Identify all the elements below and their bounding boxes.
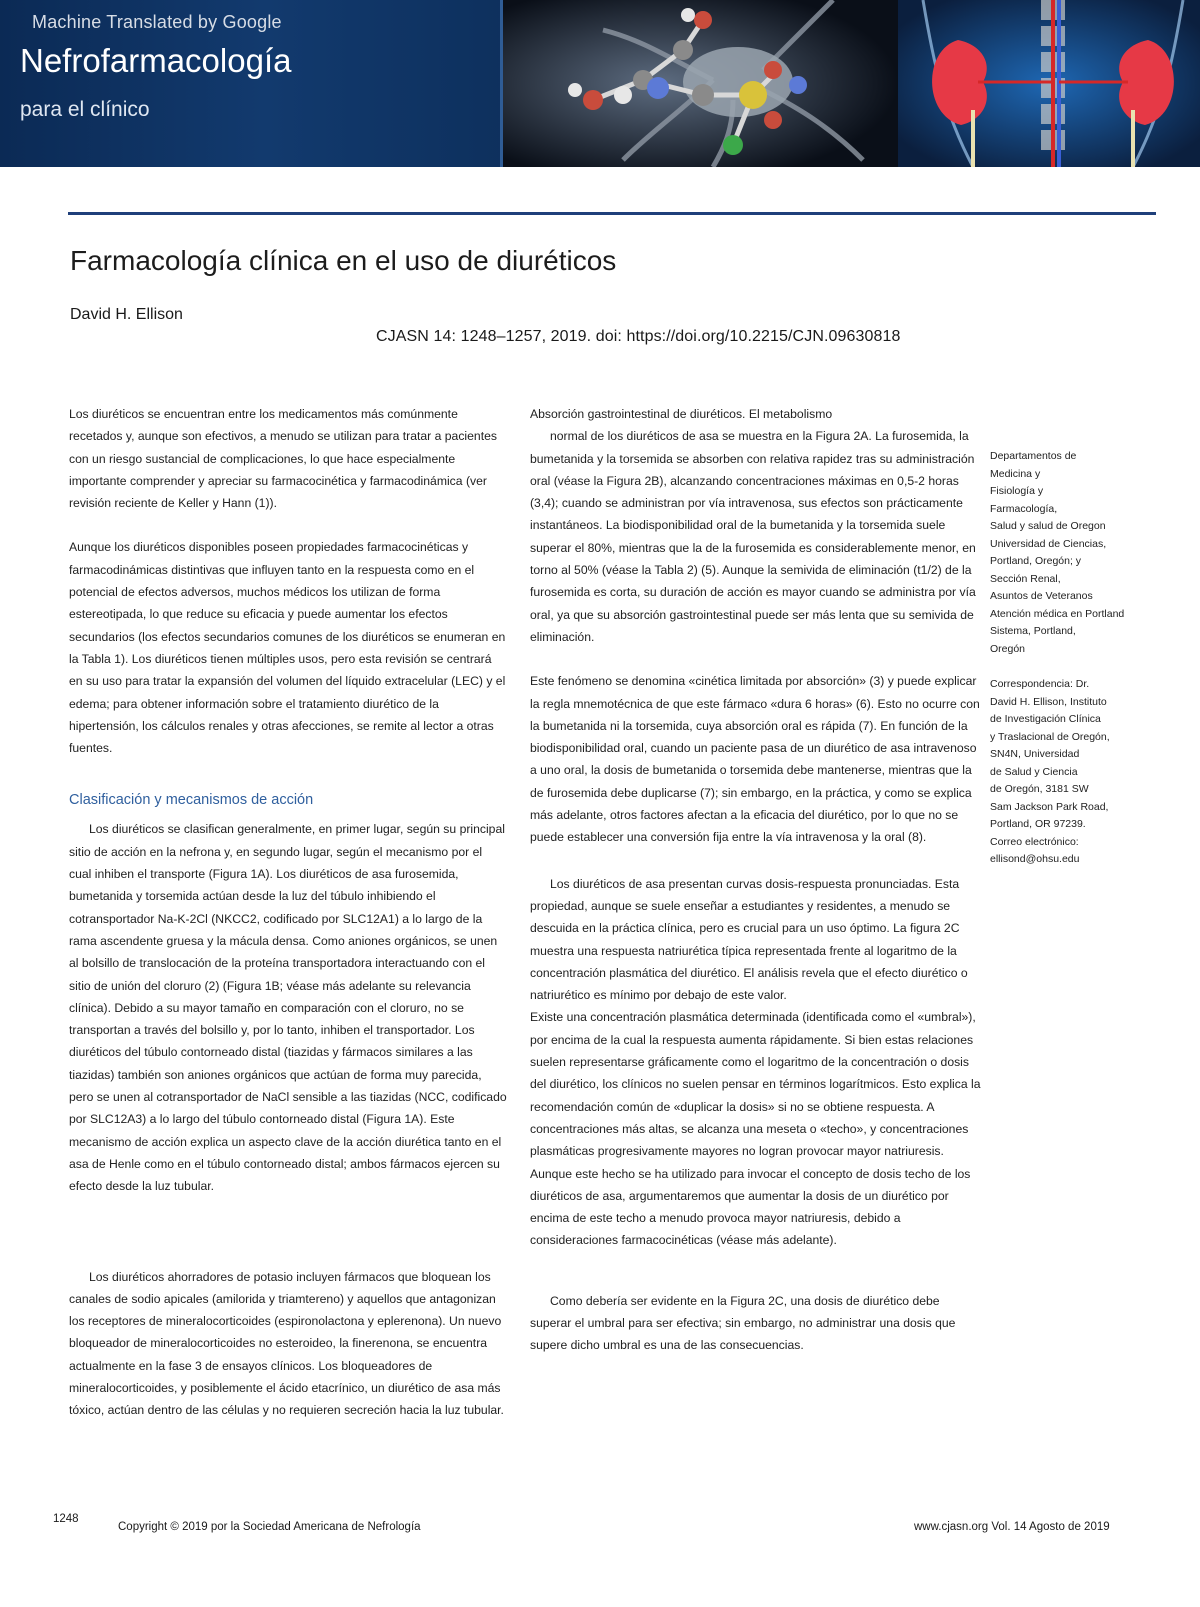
affiliation-line: Sección Renal, [990, 572, 1061, 585]
correspondence-line: de Salud y Ciencia [990, 765, 1078, 778]
affiliation-line: Portland, Oregón; y [990, 555, 1082, 567]
correspondence-line: SN4N, Universidad [990, 748, 1080, 760]
journal-banner [0, 0, 1200, 167]
journal-title: Nefrofarmacología [20, 42, 292, 79]
affiliation-line: Departamentos de [990, 450, 1077, 462]
machine-translation-label: Machine Translated by Google [32, 12, 282, 32]
affiliation-line: Farmacología, [990, 502, 1058, 515]
article-author: David H. Ellison [70, 306, 183, 323]
correspondence-line: David H. Ellison, Instituto [990, 695, 1107, 708]
affiliation-line: Asuntos de Veteranos [990, 590, 1093, 602]
classification-paragraph: Los diuréticos se clasifican generalmente, en primer lugar, según su principal sitio de acción en la nefrona y, en segundo lugar, según el mecanismo por el cual inhiben el transporte (Figura 1A). Los diuréticos de asa furosemida, bumetanida y torsemida actúan desde la luz del túbulo inhibiendo el cotransportador Na-K-2Cl (NKCC2, codificado por SLC12A1) a lo largo de la rama ascendente gruesa y la mácula densa. Como aniones orgánicos, se unen al bolsillo de translocación de la proteína transportadora interactuando con el sitio de unión del cloruro (2) (Figura 1B; véase más adelante su relevancia clínica). Debido a su mayor tamaño en comparación con el cloruro, no se transportan a través del bolsillo y, por lo tanto, inhiben el transportador. Los diuréticos del túbulo contorneado distal (tiazidas y fármacos similares a las tiazidas) también son aniones orgánicos que actúan de forma muy parecida, pero se unen al cotransportador de NaCl sensible a las tiazidas (NCC, codificado por SLC12A3) a lo largo del túbulo contorneado distal (Figura 1A). Este mecanismo de acción explica un aspecto clave de la acción diurética tanto en el asa de Henle como en el túbulo contorneado distal; ambos fármacos ejercen su efecto desde la luz tubular. [69, 822, 507, 1194]
copyright-notice: Copyright © 2019 por la Sociedad Americana de Nefrología [118, 1521, 421, 1533]
journal-subtitle: para el clínico [20, 98, 150, 121]
absorption-kinetics-paragraph: Este fenómeno se denomina «cinética limitada por absorción» (3) y puede explicar la regla mnemotécnica de que este fármaco «dura 6 horas» (6). Esto no ocurre con la bumetanida ni la torsemida, cuya absorción oral es rápida (7). En función de la biodisponibilidad oral, cuando un paciente pasa de un diurético de asa intravenoso a uno oral, la dosis de bumetanida o torsemida debe mantenerse, mientras que la de furosemida debe duplicarse (7); sin embargo, en la práctica, y como se explica más adelante, otros factores afectan a la eficacia del diurético, por lo que no se puede establecer una conversión fija entre la vía intravenosa y la oral (8). [530, 674, 980, 845]
issue-info: www.cjasn.org Vol. 14 Agosto de 2019 [914, 1521, 1110, 1533]
correspondence-email[interactable]: ellisond@ohsu.edu [990, 853, 1080, 865]
correspondence-line: Sam Jackson Park Road, [990, 800, 1109, 813]
page-number: 1248 [53, 1513, 79, 1525]
dose-response-paragraph: Los diuréticos de asa presentan curvas dosis-respuesta pronunciadas. Esta propiedad, aunque se suele enseñar a estudiantes y residentes, a menudo se descuida en la práctica clínica, pero es crucial para un uso óptimo. La figura 2C muestra una respuesta natriurética típica representada frente al logaritmo de la concentración plasmática del diurético. El análisis revela que el efecto diurético o natriurético es mínimo por debajo de este valor. [530, 876, 968, 1003]
correspondence-line: Correo electrónico: [990, 835, 1079, 848]
article-citation: CJASN 14: 1248–1257, 2019. doi: https://doi.org/10.2215/CJN.09630818 [376, 328, 901, 345]
article-title: Farmacología clínica en el uso de diuréticos [70, 245, 617, 276]
absorption-paragraph: normal de los diuréticos de asa se muestra en la Figura 2A. La furosemida, la bumetanida y la torsemida se absorben con relativa rapidez tras su administración oral (véase la Figura 2B), alcanzando concentraciones máximas en 0,5-2 horas (3,4); cuando se administran por vía intravenosa, sus efectos son prácticamente instantáneos. La biodisponibilidad oral de la bumetanida y la torsemida suele superar el 80%, mientras que la de la furosemida es considerablemente menor, en torno al 50% (véase la Tabla 2) (5). Aunque la semivida de eliminación (t1/2) de la furosemida es corta, su duración de acción es mayor cuando se administra por vía oral, ya que su absorción gastrointestinal puede ser más lenta que su semivida de eliminación. [530, 429, 976, 644]
affiliation-line: Fisiología y [990, 485, 1044, 497]
correspondence-line: de Oregón, 3181 SW [990, 783, 1089, 795]
affiliation-line: Salud y salud de Oregon [990, 520, 1106, 532]
absorption-lead: Absorción gastrointestinal de diuréticos. El metabolismo [530, 407, 833, 421]
correspondence-line: de Investigación Clínica [990, 713, 1101, 725]
author-sidebar [990, 448, 1140, 869]
middle-column [530, 403, 982, 1357]
affiliation-line: Universidad de Ciencias, [990, 537, 1107, 550]
left-column [69, 403, 507, 1422]
title-rule [68, 212, 1156, 215]
potassium-sparing-paragraph: Los diuréticos ahorradores de potasio incluyen fármacos que bloquean los canales de sodio apicales (amilorida y triamtereno) y aquellos que antagonizan los receptores de mineralocorticoides (espironolactona y eplerenona). Un nuevo bloqueador de mineralocorticoides no esteroideo, la finerenona, se encuentra actualmente en la fase 3 de ensayos clínicos. Los bloqueadores de mineralocorticoides, y posiblemente el ácido etacrínico, un diurético de asa más tóxico, actúan dentro de las células y no requieren secreción hacia la luz tubular. [69, 1269, 504, 1418]
correspondence-line: Correspondencia: Dr. [990, 678, 1090, 690]
banner-illustration [503, 0, 1200, 167]
affiliation-line: Oregón [990, 642, 1026, 655]
correspondence-line: Portland, OR 97239. [990, 818, 1086, 830]
threshold-paragraph: Existe una concentración plasmática determinada (identificada como el «umbral»), por encima de la cual la respuesta aumenta rápidamente. Si bien estas relaciones suelen representarse gráficamente como el logaritmo de la concentración o dosis del diurético, los clínicos no suelen pensar en términos logarítmicos. Esto explica la recomendación común de «duplicar la dosis» si no se obtiene respuesta. A concentraciones más altas, se alcanza una meseta o «techo», y concentraciones plasmáticas progresivamente mayores no logran provocar mayor natriuresis. Aunque este hecho se ha utilizado para invocar el concepto de dosis techo de los diuréticos de asa, argumentaremos que aumentar la dosis de un diurético por encima de este techo a menudo provoca mayor natriuresis, debido a consideraciones farmacocinéticas (véase más adelante). [530, 1010, 981, 1248]
affiliation-line: Sistema, Portland, [990, 625, 1076, 637]
affiliation-line: Atención médica en Portland [990, 607, 1125, 620]
intro-paragraph-1: Los diuréticos se encuentran entre los medicamentos más comúnmente recetados y, aunque son efectivos, a menudo se utilizan para tratar a pacientes con un riesgo sustancial de complicaciones, lo que hace especialmente importante comprender y apreciar su farmacocinética y farmacodinámica (ver revisión reciente de Keller y Hann (1)). [69, 407, 497, 511]
correspondence-line: y Traslacional de Oregón, [990, 730, 1110, 743]
threshold-effect-paragraph: Como debería ser evidente en la Figura 2C, una dosis de diurético debe superar el umbral para ser efectiva; sin embargo, no administrar una dosis que supere dicho umbral es una de las consecuencias. [530, 1293, 956, 1353]
neuron-body [683, 47, 793, 117]
section-heading-classification: Clasificación y mecanismos de acción [69, 792, 314, 809]
intro-paragraph-2: Aunque los diuréticos disponibles poseen propiedades farmacocinéticas y farmacodinámicas distintivas que influyen tanto en la respuesta como en el potencial de efectos adversos, muchos médicos los utilizan de forma estereotipada, lo que reduce su eficacia y puede aumentar los efectos secundarios (los efectos secundarios comunes de los diuréticos se enumeran en la Tabla 1). Los diuréticos tienen múltiples usos, pero esta revisión se centrará en su uso para tratar la expansión del volumen del líquido extracelular (LEC) y el edema; para obtener información sobre el tratamiento diurético de la hipertensión, los cálculos renales y otras afecciones, se remite al lector a otras fuentes. [69, 540, 506, 756]
affiliation-line: Medicina y [990, 467, 1041, 480]
